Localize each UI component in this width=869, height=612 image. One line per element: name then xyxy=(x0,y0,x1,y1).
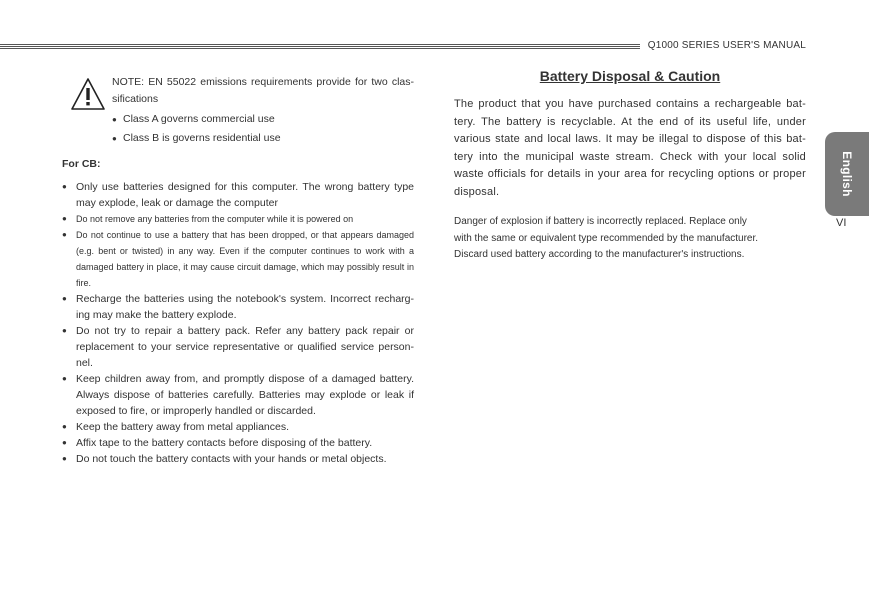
note-list xyxy=(112,110,414,148)
list-item: ● Do not continue to use a battery that has been dropped, or that appears damaged (e.g. bent or twisted) in any way. Even if the computer continues to work with a damaged battery in place, it may cause circuit damage, which may possibly result in fire. xyxy=(62,227,414,291)
warning-line: Discard used battery according to the manufacturer's instructions. xyxy=(454,249,745,260)
note-item: ● Class B is governs residential use xyxy=(112,129,414,148)
disposal-paragraph: The product that you have purchased contains a rechargeable bat-tery. The battery is recyclable. At the end of its useful life, under various state and local laws. It may be illegal to dispose of this bat-tery into the municipal waste stream. Check with your local solid waste officials for details in your area for recycling options or proper disposal. xyxy=(454,98,806,198)
emissions-note xyxy=(62,74,414,148)
list-item: ● Only use batteries designed for this computer. The wrong battery type may explode, leak or damage the computer xyxy=(62,179,414,211)
for-cb-heading: For CB: xyxy=(62,158,101,170)
section-title: Battery Disposal & Caution xyxy=(539,68,721,84)
list-item: ● Keep the battery away from metal appliances. xyxy=(62,419,414,435)
list-item: ● Recharge the batteries using the notebook's system. Incorrect recharg-ing may make the battery explode. xyxy=(62,291,414,323)
list-item: ● Do not remove any batteries from the computer while it is powered on xyxy=(62,211,414,227)
language-tab xyxy=(825,132,869,216)
warning-line: Danger of explosion if battery is incorrectly replaced. Replace only xyxy=(454,216,747,227)
manual-title: Q1000 SERIES USER'S MANUAL xyxy=(647,40,806,51)
explosion-warning xyxy=(454,214,806,264)
list-item: ● Do not touch the battery contacts with your hands or metal objects. xyxy=(62,451,414,467)
cb-safety-list xyxy=(62,179,414,467)
header-rule xyxy=(0,44,640,49)
warning-triangle-icon xyxy=(70,77,106,111)
note-text: NOTE: EN 55022 emissions requirements provide for two clas-sifications xyxy=(112,76,414,105)
list-item: ● Affix tape to the battery contacts before disposing of the battery. xyxy=(62,435,414,451)
list-item: ● Keep children away from, and promptly dispose of a damaged battery. Always dispose of batteries carefully. Batteries may explode or leak if exposed to fire, or improperly handled or discarded. xyxy=(62,371,414,419)
left-column xyxy=(62,74,414,467)
language-tab-label: English xyxy=(840,151,854,197)
right-column xyxy=(454,68,806,264)
list-item: ● Do not try to repair a battery pack. Refer any battery pack repair or replacement to your service representative or qualified service person-nel. xyxy=(62,323,414,371)
note-item: ● Class A governs commercial use xyxy=(112,110,414,129)
warning-line: with the same or equivalent type recommended by the manufacturer. xyxy=(454,232,759,244)
page-number: VI xyxy=(836,217,847,229)
